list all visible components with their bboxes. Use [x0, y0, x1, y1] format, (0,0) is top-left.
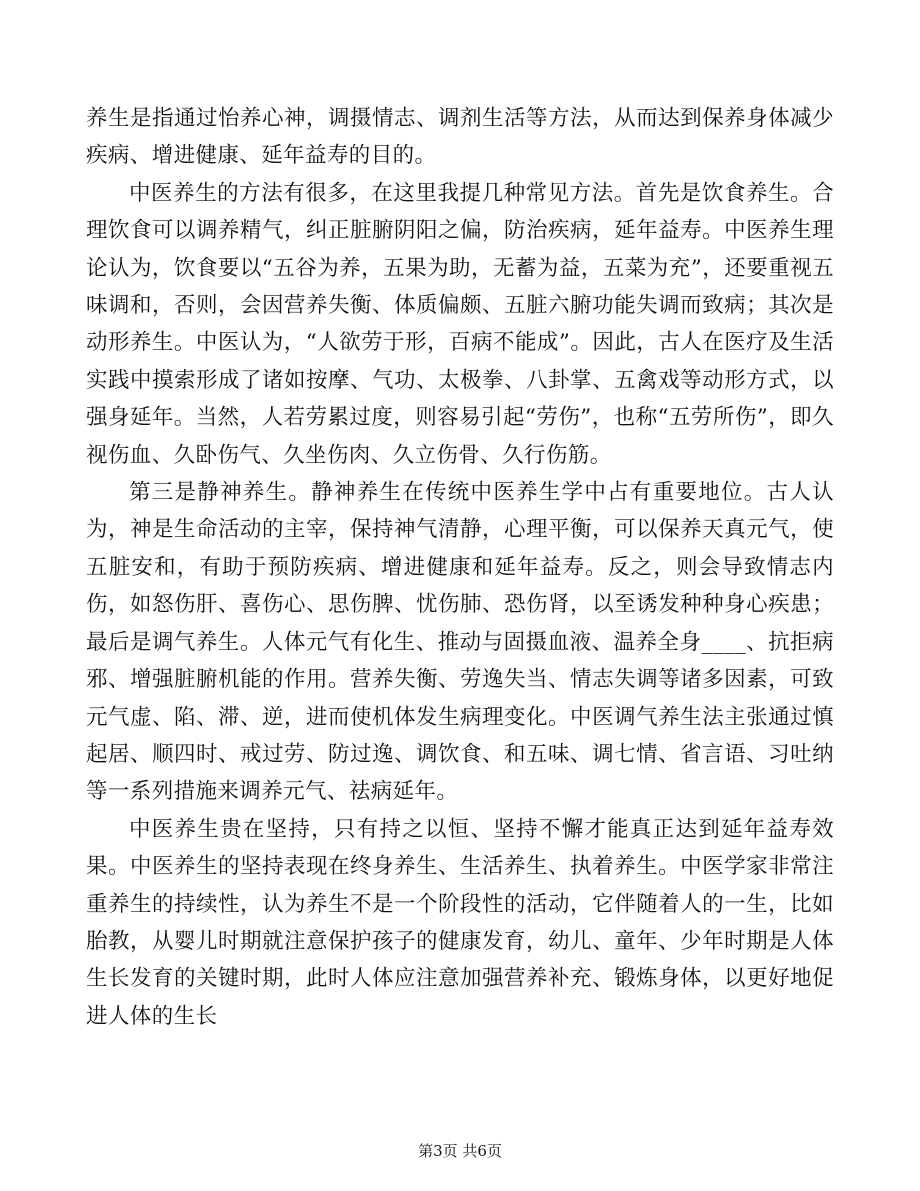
paragraph-intro: 养生是指通过怡养心神，调摄情志、调剂生活等方法，从而达到保养身体减少疾病、增进健康、延年益寿的目的。	[86, 106, 834, 169]
paragraph-methods: 中医养生的方法有很多，在这里我提几种常见方法。首先是饮食养生。合理饮食可以调养精气，纠正脏腑阴阳之偏，防治疾病，延年益寿。中医养生理论认为，饮食要以“五谷为养，五果为助，无蓄为益，五菜为充”，还要重视五味调和，否则，会因营养失衡、体质偏颇、五脏六腑功能失调而致病；其次是动形养生。中医认为，“人欲劳于形，百病不能成”。因此，古人在医疗及生活实践中摸索形成了诸如按摩、气功、太极拳、八卦掌、五禽戏等动形方式，以强身延年。当然，人若劳累过度，则容易引起“劳伤”，也称“五劳所伤”，即久视伤血、久卧伤气、久坐伤肉、久立伤骨、久行伤筋。	[86, 180, 834, 468]
paragraph-calm-spirit: 第三是静神养生。静神养生在传统中医养生学中占有重要地位。古人认为，神是生命活动的主宰，保持神气清静，心理平衡，可以保养天真元气，使五脏安和，有助于预防疾病、增进健康和延年益寿。反之，则会导致情志内伤，如怒伤肝、喜伤心、思伤脾、忧伤肺、恐伤肾，以至诱发种种身心疾患；最后是调气养生。人体元气有化生、推动与固摄血液、温养全身____、抗拒病邪、增强脏腑机能的作用。营养失衡、劳逸失当、情志失调等诸多因素，可致元气虚、陷、滞、逆，进而使机体发生病理变化。中医调气养生法主张通过慎起居、顺四时、戒过劳、防过逸、调饮食、和五味、调七情、省言语、习吐纳等一系列措施来调养元气、祛病延年。	[86, 480, 834, 805]
paragraph-persistence: 中医养生贵在坚持，只有持之以恒、坚持不懈才能真正达到延年益寿效果。中医养生的坚持表现在终身养生、生活养生、执着养生。中医学家非常注重养生的持续性，认为养生不是一个阶段性的活动，它伴随着人的一生，比如胎教，从婴儿时期就注意保护孩子的健康发育，幼儿、童年、少年时期是人体生长发育的关键时期，此时人体应注意加强营养补充、锻炼身体，以更好地促进人体的生长	[86, 816, 834, 1029]
document-body	[86, 100, 834, 1035]
page-number-footer: 第3页 共6页	[418, 1142, 502, 1160]
